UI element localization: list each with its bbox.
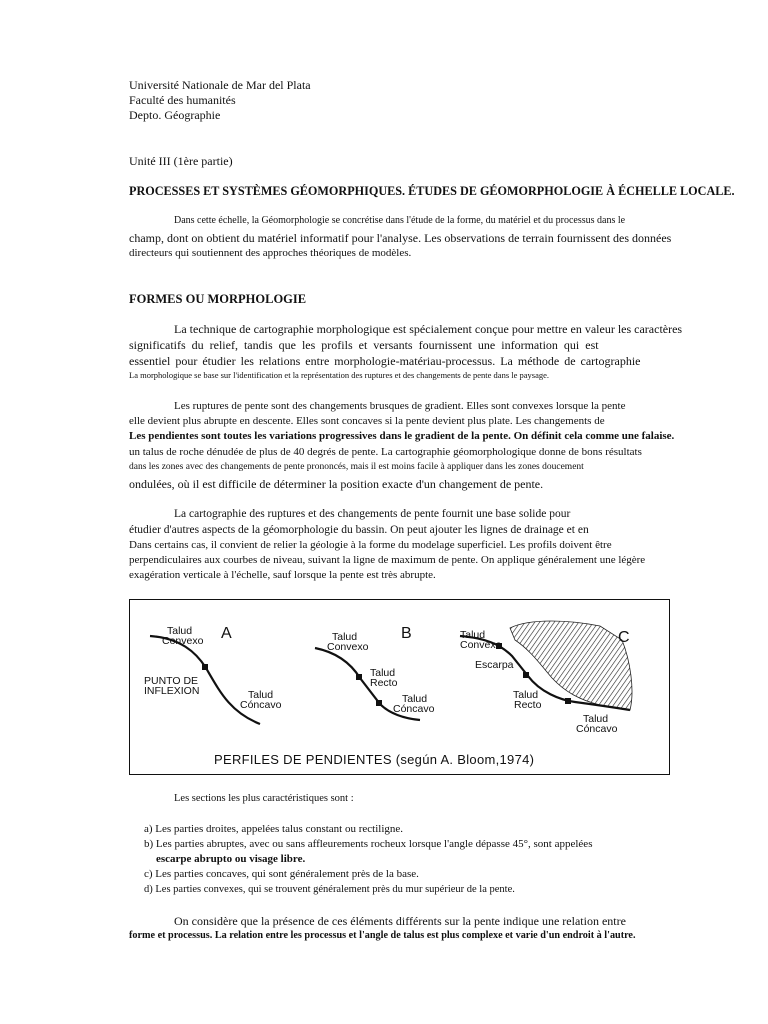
b-letter: B [401, 625, 412, 642]
closing-line-2: forme et processus. La relation entre les processus et l'angle de talus est plus complexe et varie d'un endroit à l'autre. [129, 930, 636, 941]
sections-intro: Les sections les plus caractéristiques sont : [174, 793, 354, 804]
b-concavo-label: Cóncavo [393, 703, 435, 715]
c-recto-label: Recto [514, 699, 542, 711]
c-convexo-label: Convexo [460, 639, 502, 651]
para2-line-3: Les pendientes sont toutes les variations progressives dans le gradient de la pente. On définit cela comme une falaise. [129, 430, 675, 442]
para3-line-4: perpendiculaires aux courbes de niveau, suivant la ligne de maximum de pente. On applique généralement une légère [129, 554, 646, 566]
para1-line-4: La morphologique se base sur l'identification et la représentation des ruptures et des changements de pente dans le paysage. [129, 370, 550, 380]
para3-line-3: Dans certains cas, il convient de relier la géologie à la forme du modelage superficiel. Les profils doivent être [129, 539, 612, 551]
c-concavo-label: Cóncavo [576, 723, 618, 735]
c-talud3-label: Talud [583, 713, 609, 725]
slope-profiles-figure [129, 599, 670, 775]
closing-line-1: On considère que la présence de ces éléments différents sur la pente indique une relation entre [174, 914, 626, 928]
profile-b-break-lower [376, 700, 382, 706]
para2-line-6: ondulées, où il est difficile de déterminer la position exacte d'un changement de pente. [129, 477, 544, 491]
b-talud2-label: Talud [370, 667, 396, 679]
a-inflexion-label: INFLEXION [144, 685, 200, 697]
unit-label: Unité III (1ère partie) [129, 154, 233, 168]
a-concavo-label: Cóncavo [240, 699, 282, 711]
para1-line-2: significatifs du relief, tandis que les profils et versants fournissent une information qui est [129, 338, 599, 352]
para2-line-5: dans les zones avec des changements de pente prononcés, mais il est moins facile à appliquer dans les zones doucement [129, 462, 584, 472]
list-item-a: a) Les parties droites, appelées talus constant ou rectiligne. [144, 823, 404, 835]
section-heading: FORMES OU MORPHOLOGIE [129, 292, 307, 306]
list-item-b-bold: escarpe abrupto ou visage libre. [156, 853, 306, 865]
b-talud3-label: Talud [402, 693, 428, 705]
para3-line-1: La cartographie des ruptures et des changements de pente fournit une base solide pour [174, 508, 571, 520]
b-recto-label: Recto [370, 677, 398, 689]
intro-line-3: directeurs qui soutiennent des approches théoriques de modèles. [129, 247, 412, 259]
c-letter: C [618, 629, 630, 646]
a-talud-label: Talud [167, 625, 193, 637]
a-punto-label: PUNTO DE [144, 675, 199, 687]
c-talud2-label: Talud [513, 689, 539, 701]
list-item-c: c) Les parties concaves, qui sont généralement près de la base. [144, 868, 419, 880]
intro-line-2: champ, dont on obtient du matériel informatif pour l'analyse. Les observations de terrain fournissent des données [129, 231, 672, 245]
a-letter: A [221, 625, 232, 642]
intro-line-1: Dans cette échelle, la Géomorphologie se concrétise dans l'étude de la forme, du matériel et du processus dans le [174, 215, 626, 226]
para3-line-5: exagération verticale à l'échelle, sauf lorsque la pente est très abrupte. [129, 569, 436, 581]
para1-line-1: La technique de cartographie morphologique est spécialement conçue pour mettre en valeur les caractères [174, 322, 683, 336]
department-name: Depto. Géographie [129, 108, 221, 122]
faculty-name: Faculté des humanités [129, 93, 236, 107]
b-talud-label: Talud [332, 631, 358, 643]
list-item-d: d) Les parties convexes, qui se trouvent généralement près du mur supérieur de la pente. [144, 884, 515, 895]
figure-caption: PERFILES DE PENDIENTES (según A. Bloom,1974) [214, 752, 535, 767]
para1-line-3: essentiel pour étudier les relations entre morphologie-matériau-processus. La méthode de cartographie [129, 354, 641, 368]
a-talud2-label: Talud [248, 689, 274, 701]
list-item-b: b) Les parties abruptes, avec ou sans affleurements rocheux lorsque l'angle dépasse 45°, sont appelées [144, 838, 593, 850]
university-name: Université Nationale de Mar del Plata [129, 78, 311, 92]
para3-line-2: étudier d'autres aspects de la géomorphologie du bassin. On peut ajouter les lignes de drainage et en [129, 524, 589, 536]
para2-line-2: elle devient plus abrupte en descente. Elles sont concaves si la pente devient plus plate. Les changements de [129, 415, 605, 427]
profile-a-inflexion-point [202, 664, 208, 670]
profile-b-break-upper [356, 674, 362, 680]
main-title: PROCESSES ET SYSTÈMES GÉOMORPHIQUES. ÉTUDES DE GÉOMORPHOLOGIE À ÉCHELLE LOCALE. [129, 184, 735, 198]
para2-line-1: Les ruptures de pente sont des changements brusques de gradient. Elles sont convexes lorsque la pente [174, 400, 626, 412]
b-convexo-label: Convexo [327, 641, 369, 653]
c-talud-label: Talud [460, 629, 486, 641]
c-escarpa-label: Escarpa [475, 659, 514, 671]
para2-line-4: un talus de roche dénudée de plus de 40 degrés de pente. La cartographie géomorphologique donne de bons résultats [129, 446, 642, 458]
profile-c-break-middle [523, 672, 529, 678]
profile-c-break-lower [565, 698, 571, 704]
a-convexo-label: Convexo [162, 635, 204, 647]
